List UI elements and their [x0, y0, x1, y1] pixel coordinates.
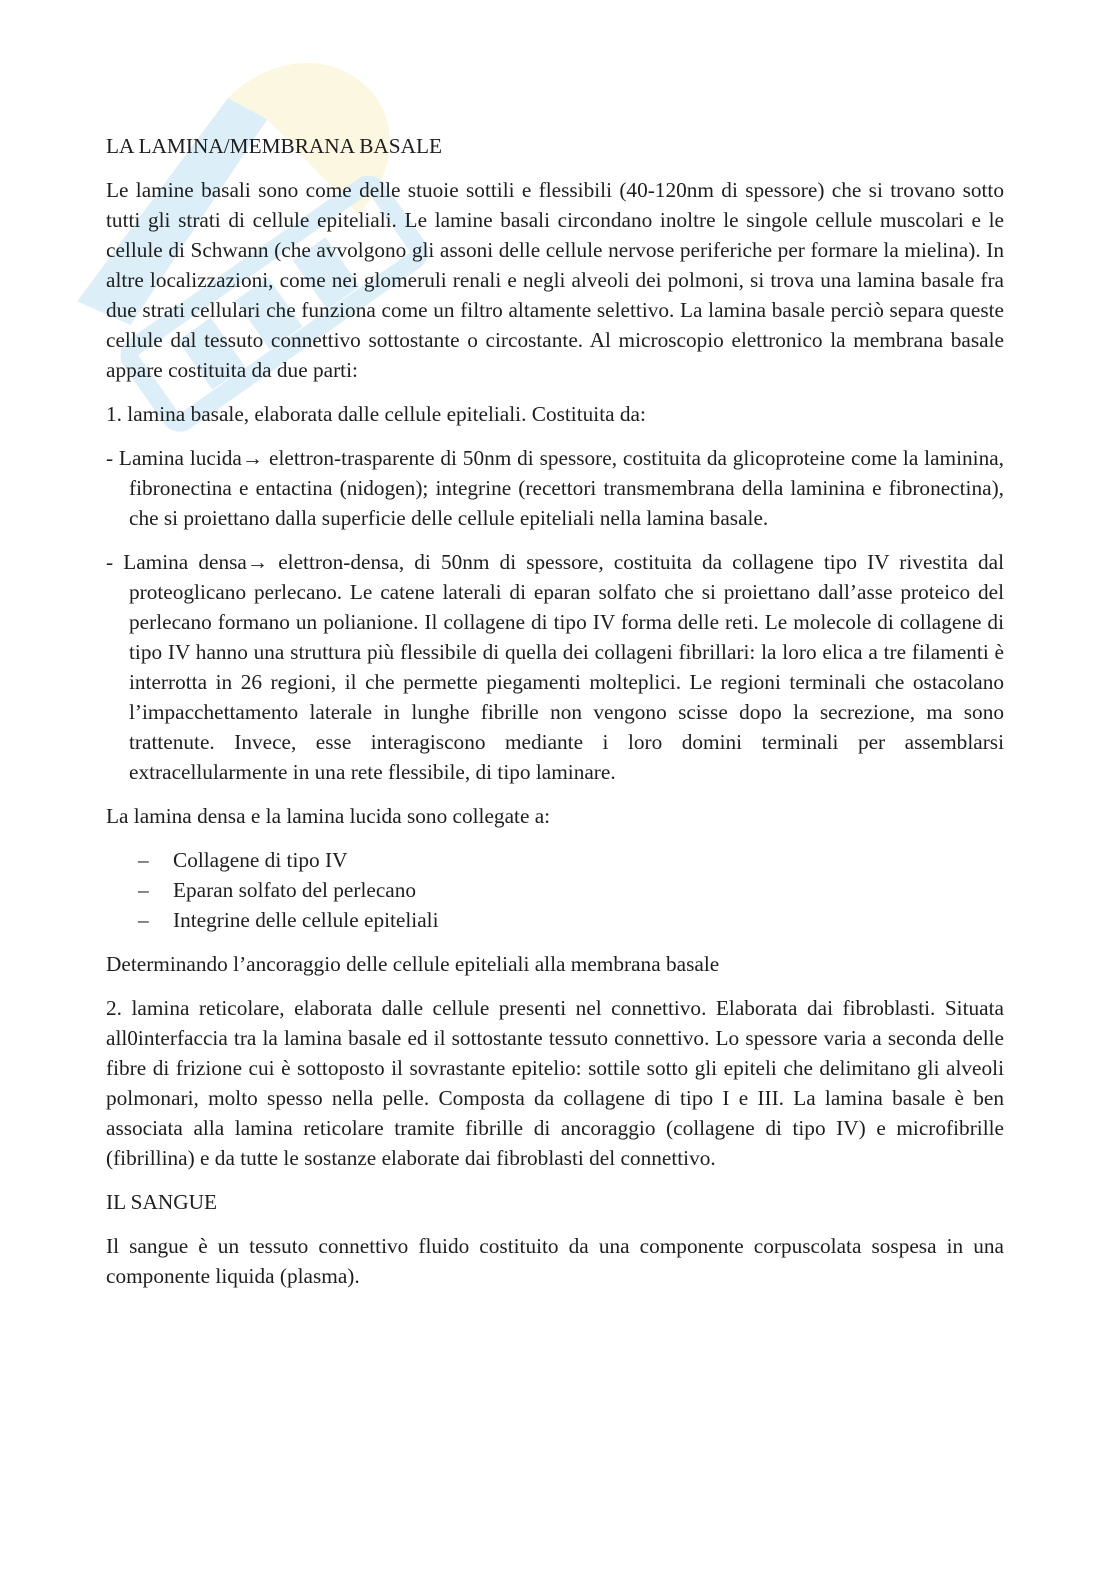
connected-list	[106, 845, 1004, 935]
dash-marker: –	[138, 908, 149, 932]
section-title-lamina: LA LAMINA/MEMBRANA BASALE	[106, 134, 443, 158]
lamina-lucida-paragraph: - Lamina lucida→ elettron-trasparente di 50nm di spessore, costituita da glicoproteine come la laminina, fibronectina e entactina (nidogen); integrine (recettori transmembrana della laminina e fibronectina), che si proiettano dalla superficie delle cellule epiteliali nella lamina basale.	[106, 446, 1004, 530]
list-item	[106, 905, 1004, 935]
document-page	[106, 131, 1004, 1305]
intro-paragraph: Le lamine basali sono come delle stuoie sottili e flessibili (40-120nm di spessore) che si trovano sotto tutti gli strati di cellule epiteliali. Le lamine basali circondano inoltre le singole cellule muscolari e le cellule di Schwann (che avvolgono gli assoni delle cellule nervose periferiche per formare la mielina). In altre localizzazioni, come nei glomeruli renali e negli alveoli dei polmoni, si trova una lamina basale fra due strati cellulari che funziona come un filtro altamente selettivo. La lamina basale perciò separa queste cellule dal tessuto connettivo sottostante o circostante. Al microscopio elettronico la membrana basale appare costituita da due parti:	[106, 178, 1004, 382]
sangue-paragraph: Il sangue è un tessuto connettivo fluido costituito da una componente corpuscolata sospesa in una componente liquida (plasma).	[106, 1234, 1004, 1288]
section-title-sangue: IL SANGUE	[106, 1190, 218, 1214]
part2-paragraph: 2. lamina reticolare, elaborata dalle cellule presenti nel connettivo. Elaborata dai fibroblasti. Situata all0interfaccia tra la lamina basale ed il sottostante tessuto connettivo. Lo spessore varia a seconda delle fibre di frizione cui è sottoposto il sovrastante epitelio: sottile sotto gli epiteli che delimitano gli alveoli polmonari, molto spesso nella pelle. Composta da collagene di tipo I e III. La lamina basale è ben associata alla lamina reticolare tramite fibrille di ancoraggio (collagene di tipo IV) e microfibrille (fibrillina) e da tutte le sostanze elaborate dai fibroblasti del connettivo.	[106, 996, 1004, 1170]
dash-marker: –	[138, 878, 149, 902]
connected-intro: La lamina densa e la lamina lucida sono collegate a:	[106, 804, 551, 828]
list-item	[106, 875, 1004, 905]
lamina-densa-paragraph: - Lamina densa→ elettron-densa, di 50nm di spessore, costituita da collagene tipo IV rivestita dal proteoglicano perlecano. Le catene laterali di eparan solfato che si proiettano dall’asse proteico del perlecano formano un polianione. Il collagene di tipo IV forma delle reti. Le molecole di collagene di tipo IV hanno una struttura più flessibile di quella dei collageni fibrillari: la loro elica a tre filamenti è interrotta in 26 regioni, il che permette piegamenti molteplici. Le regioni terminali che ostacolano l’impacchettamento laterale in lunghe fibrille non vengono scisse dopo la secrezione, ma sono trattenute. Invece, esse interagiscono mediante i loro domini terminali per assemblarsi extracellularmente in una rete flessibile, di tipo laminare.	[106, 550, 1004, 784]
list-item-text: Integrine delle cellule epiteliali	[173, 908, 439, 932]
list-item-text: Collagene di tipo IV	[173, 848, 348, 872]
dash-marker: –	[138, 848, 149, 872]
list-item-text: Eparan solfato del perlecano	[173, 878, 417, 902]
part1-heading: 1. lamina basale, elaborata dalle cellule epiteliali. Costituita da:	[106, 402, 646, 426]
list-item	[106, 845, 1004, 875]
anchoring-paragraph: Determinando l’ancoraggio delle cellule epiteliali alla membrana basale	[106, 952, 720, 976]
